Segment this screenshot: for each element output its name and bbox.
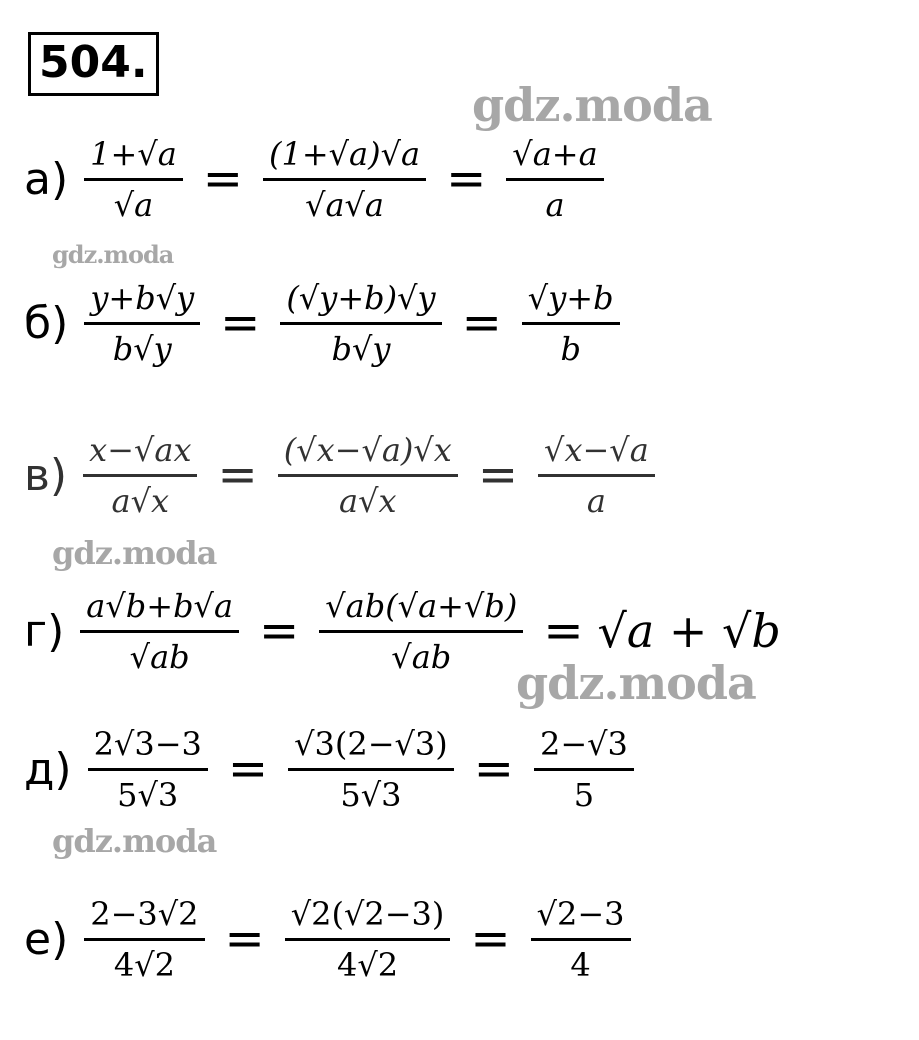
numerator: √3(2−√3) — [294, 724, 448, 763]
denominator: √a — [113, 185, 154, 224]
result-expression: √a + √b — [597, 604, 781, 658]
watermark: gdz.moda — [516, 656, 756, 710]
fraction-1 — [83, 426, 197, 525]
problem-number: 504. — [28, 32, 159, 96]
row-label: г) — [24, 605, 65, 657]
fraction-2 — [288, 720, 454, 819]
equals-sign: = — [224, 911, 265, 967]
fraction-3 — [506, 130, 603, 229]
equation-row-e — [24, 884, 637, 994]
equation-row-d — [24, 714, 640, 824]
equals-sign: = — [543, 603, 584, 659]
denominator: 4√2 — [113, 945, 175, 984]
numerator: (√y+b)√y — [286, 278, 436, 317]
fraction-1 — [84, 130, 183, 229]
numerator: 1+√a — [90, 134, 177, 173]
fraction-2 — [319, 582, 523, 681]
row-label: д) — [24, 743, 72, 795]
equals-sign: = — [202, 151, 243, 207]
numerator: (√x−√a)√x — [283, 430, 452, 469]
fraction-3 — [538, 426, 655, 525]
numerator: √x−√a — [544, 430, 649, 469]
numerator: √a+a — [512, 134, 598, 173]
denominator: 5 — [573, 775, 595, 814]
numerator: (1+√a)√a — [269, 134, 421, 173]
equals-sign: = — [477, 447, 519, 503]
fraction-2 — [280, 274, 441, 373]
equation-row-g — [24, 576, 781, 686]
numerator: √2−3 — [536, 894, 625, 933]
numerator: √2(√2−3) — [290, 894, 445, 933]
numerator: a√b+b√a — [86, 586, 234, 625]
fraction-2 — [263, 130, 426, 229]
numerator: y+b√y — [90, 278, 195, 317]
numerator: x−√ax — [89, 430, 192, 469]
equals-sign: = — [227, 741, 269, 797]
watermark: gdz.moda — [52, 822, 217, 860]
equals-sign: = — [473, 741, 514, 797]
denominator: 5√3 — [340, 775, 402, 814]
denominator: 4 — [570, 945, 591, 984]
denominator: √ab — [391, 637, 452, 676]
equals-sign: = — [461, 295, 502, 351]
denominator: a√x — [111, 481, 170, 520]
equals-sign: = — [470, 911, 511, 967]
fraction-1 — [80, 582, 239, 681]
row-label: а) — [24, 153, 69, 205]
watermark: gdz.moda — [52, 534, 217, 572]
equals-sign: = — [220, 295, 261, 351]
denominator: b√y — [331, 329, 391, 368]
denominator: a — [586, 481, 606, 520]
equation-row-b — [24, 268, 626, 378]
row-label: б) — [24, 297, 69, 349]
numerator: 2−3√2 — [90, 894, 199, 933]
numerator: 2√3−3 — [93, 724, 202, 763]
denominator: a — [545, 185, 565, 224]
denominator: 5√3 — [117, 775, 179, 814]
fraction-3 — [534, 720, 634, 819]
row-label: в) — [24, 449, 68, 501]
equals-sign: = — [446, 151, 487, 207]
denominator: √a√a — [305, 185, 384, 224]
numerator: √y+b — [527, 278, 614, 317]
denominator: 4√2 — [337, 945, 399, 984]
equals-sign: = — [217, 447, 258, 503]
denominator: a√x — [339, 481, 397, 520]
numerator: √ab(√a+√b) — [325, 586, 518, 625]
fraction-1 — [88, 720, 208, 819]
watermark: gdz.moda — [472, 78, 712, 132]
fraction-3 — [531, 890, 631, 989]
equation-row-v — [24, 420, 661, 530]
fraction-2 — [278, 426, 458, 525]
fraction-1 — [84, 274, 200, 373]
watermark: gdz.moda — [52, 240, 174, 269]
denominator: b — [560, 329, 581, 368]
equation-row-a — [24, 124, 610, 234]
row-label: е) — [24, 913, 69, 965]
fraction-3 — [522, 274, 620, 373]
numerator: 2−√3 — [539, 724, 628, 763]
fraction-1 — [84, 890, 204, 989]
fraction-2 — [285, 890, 451, 989]
denominator: b√y — [112, 329, 172, 368]
denominator: √ab — [129, 637, 190, 676]
equals-sign: = — [259, 603, 300, 659]
